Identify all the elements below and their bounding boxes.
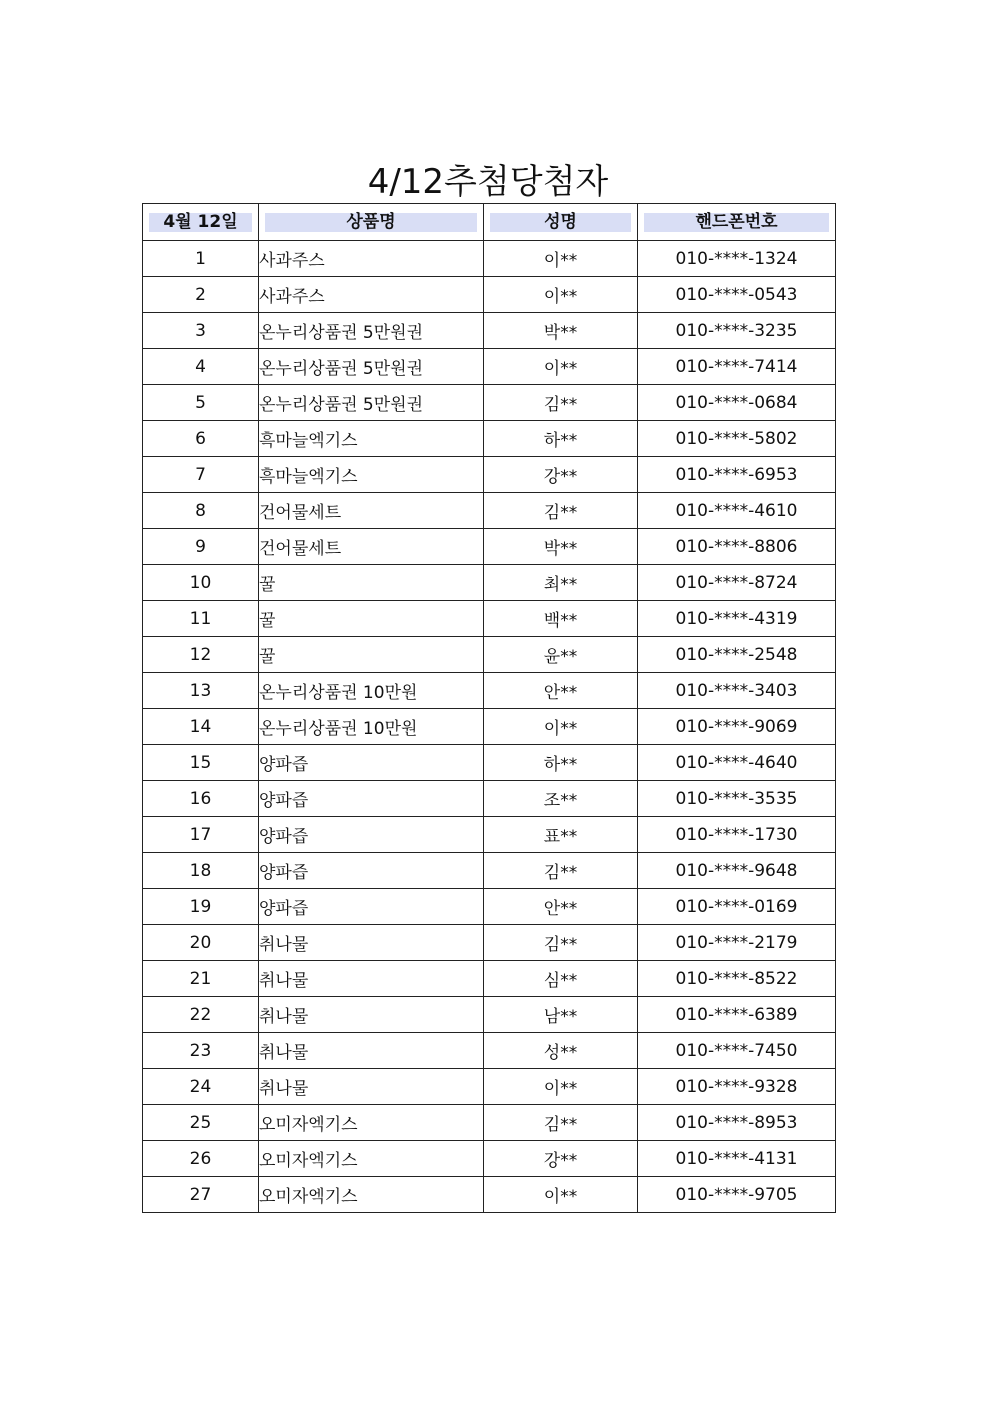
row-number: 12 — [143, 637, 259, 673]
row-winner-name: 안** — [484, 673, 638, 709]
row-prize: 오미자엑기스 — [259, 1105, 484, 1141]
row-prize: 흑마늘엑기스 — [259, 421, 484, 457]
row-number: 21 — [143, 961, 259, 997]
row-prize: 꿀 — [259, 565, 484, 601]
row-number: 19 — [143, 889, 259, 925]
row-prize: 온누리상품권 10만원 — [259, 709, 484, 745]
row-number: 20 — [143, 925, 259, 961]
row-phone-number: 010-****-4610 — [638, 493, 836, 529]
row-prize: 양파즙 — [259, 889, 484, 925]
row-prize: 오미자엑기스 — [259, 1141, 484, 1177]
row-phone-number: 010-****-8953 — [638, 1105, 836, 1141]
row-phone-number: 010-****-3535 — [638, 781, 836, 817]
row-number: 18 — [143, 853, 259, 889]
row-phone-number: 010-****-5802 — [638, 421, 836, 457]
row-number: 13 — [143, 673, 259, 709]
row-phone-number: 010-****-8724 — [638, 565, 836, 601]
row-winner-name: 이** — [484, 277, 638, 313]
row-winner-name: 강** — [484, 457, 638, 493]
row-prize: 온누리상품권 5만원권 — [259, 349, 484, 385]
table-row — [143, 277, 836, 313]
row-number: 16 — [143, 781, 259, 817]
header-name — [484, 204, 638, 241]
row-phone-number: 010-****-3403 — [638, 673, 836, 709]
row-winner-name: 이** — [484, 241, 638, 277]
row-winner-name: 강** — [484, 1141, 638, 1177]
table-row — [143, 313, 836, 349]
row-prize: 취나물 — [259, 997, 484, 1033]
row-winner-name: 백** — [484, 601, 638, 637]
table-row — [143, 781, 836, 817]
row-number: 9 — [143, 529, 259, 565]
row-phone-number: 010-****-8806 — [638, 529, 836, 565]
row-winner-name: 성** — [484, 1033, 638, 1069]
row-phone-number: 010-****-9648 — [638, 853, 836, 889]
row-winner-name: 조** — [484, 781, 638, 817]
row-prize: 흑마늘엑기스 — [259, 457, 484, 493]
header-phone — [638, 204, 836, 241]
row-number: 26 — [143, 1141, 259, 1177]
table-row — [143, 817, 836, 853]
row-phone-number: 010-****-4640 — [638, 745, 836, 781]
table-row — [143, 457, 836, 493]
header-prize — [259, 204, 484, 241]
row-number: 23 — [143, 1033, 259, 1069]
table-row — [143, 673, 836, 709]
row-phone-number: 010-****-6389 — [638, 997, 836, 1033]
row-winner-name: 이** — [484, 1069, 638, 1105]
row-winner-name: 윤** — [484, 637, 638, 673]
row-number: 2 — [143, 277, 259, 313]
table-row — [143, 961, 836, 997]
row-phone-number: 010-****-0543 — [638, 277, 836, 313]
row-prize: 양파즙 — [259, 745, 484, 781]
table-row — [143, 493, 836, 529]
row-winner-name: 최** — [484, 565, 638, 601]
row-winner-name: 이** — [484, 709, 638, 745]
row-phone-number: 010-****-0684 — [638, 385, 836, 421]
row-winner-name: 김** — [484, 925, 638, 961]
row-phone-number: 010-****-2179 — [638, 925, 836, 961]
table-row — [143, 1105, 836, 1141]
table-body — [143, 241, 836, 1213]
row-prize: 사과주스 — [259, 277, 484, 313]
header-phone-label: 핸드폰번호 — [644, 213, 829, 232]
row-winner-name: 하** — [484, 745, 638, 781]
row-winner-name: 하** — [484, 421, 638, 457]
row-number: 10 — [143, 565, 259, 601]
table-row — [143, 601, 836, 637]
row-phone-number: 010-****-4319 — [638, 601, 836, 637]
row-winner-name: 박** — [484, 313, 638, 349]
row-number: 17 — [143, 817, 259, 853]
row-prize: 꿀 — [259, 601, 484, 637]
row-winner-name: 남** — [484, 997, 638, 1033]
row-number: 1 — [143, 241, 259, 277]
row-number: 24 — [143, 1069, 259, 1105]
row-winner-name: 이** — [484, 1177, 638, 1213]
row-number: 11 — [143, 601, 259, 637]
page-title: 4/12추첨당첨자 — [367, 162, 609, 202]
table-header-row — [143, 204, 836, 241]
table-row — [143, 385, 836, 421]
row-prize: 양파즙 — [259, 853, 484, 889]
table-row — [143, 1069, 836, 1105]
row-prize: 사과주스 — [259, 241, 484, 277]
row-phone-number: 010-****-9069 — [638, 709, 836, 745]
table-row — [143, 421, 836, 457]
header-date — [143, 204, 259, 241]
row-prize: 양파즙 — [259, 781, 484, 817]
row-phone-number: 010-****-3235 — [638, 313, 836, 349]
row-number: 22 — [143, 997, 259, 1033]
row-winner-name: 이** — [484, 349, 638, 385]
row-number: 4 — [143, 349, 259, 385]
table-row — [143, 241, 836, 277]
row-winner-name: 김** — [484, 853, 638, 889]
row-prize: 건어물세트 — [259, 493, 484, 529]
table-row — [143, 925, 836, 961]
row-phone-number: 010-****-1730 — [638, 817, 836, 853]
row-number: 8 — [143, 493, 259, 529]
table-row — [143, 889, 836, 925]
row-winner-name: 안** — [484, 889, 638, 925]
row-number: 7 — [143, 457, 259, 493]
table-row — [143, 997, 836, 1033]
table-row — [143, 529, 836, 565]
row-winner-name: 김** — [484, 1105, 638, 1141]
row-phone-number: 010-****-0169 — [638, 889, 836, 925]
row-winner-name: 김** — [484, 385, 638, 421]
row-prize: 취나물 — [259, 1033, 484, 1069]
row-prize: 취나물 — [259, 925, 484, 961]
table-row — [143, 1141, 836, 1177]
row-winner-name: 표** — [484, 817, 638, 853]
row-winner-name: 김** — [484, 493, 638, 529]
row-prize: 건어물세트 — [259, 529, 484, 565]
table-row — [143, 709, 836, 745]
row-phone-number: 010-****-9328 — [638, 1069, 836, 1105]
row-phone-number: 010-****-2548 — [638, 637, 836, 673]
row-phone-number: 010-****-4131 — [638, 1141, 836, 1177]
winners-table — [142, 203, 836, 1213]
row-number: 15 — [143, 745, 259, 781]
row-number: 6 — [143, 421, 259, 457]
header-name-label: 성명 — [490, 213, 631, 232]
table-row — [143, 745, 836, 781]
row-number: 5 — [143, 385, 259, 421]
row-prize: 취나물 — [259, 1069, 484, 1105]
row-number: 14 — [143, 709, 259, 745]
row-prize: 온누리상품권 5만원권 — [259, 385, 484, 421]
row-phone-number: 010-****-7414 — [638, 349, 836, 385]
row-phone-number: 010-****-1324 — [638, 241, 836, 277]
row-prize: 오미자엑기스 — [259, 1177, 484, 1213]
table-row — [143, 349, 836, 385]
row-number: 3 — [143, 313, 259, 349]
table-row — [143, 853, 836, 889]
table-row — [143, 1033, 836, 1069]
row-prize: 양파즙 — [259, 817, 484, 853]
row-phone-number: 010-****-8522 — [638, 961, 836, 997]
row-prize: 취나물 — [259, 961, 484, 997]
row-number: 25 — [143, 1105, 259, 1141]
row-winner-name: 심** — [484, 961, 638, 997]
row-phone-number: 010-****-7450 — [638, 1033, 836, 1069]
row-prize: 온누리상품권 10만원 — [259, 673, 484, 709]
row-phone-number: 010-****-9705 — [638, 1177, 836, 1213]
row-winner-name: 박** — [484, 529, 638, 565]
header-prize-label: 상품명 — [265, 213, 477, 232]
row-phone-number: 010-****-6953 — [638, 457, 836, 493]
table-row — [143, 565, 836, 601]
header-date-label: 4월 12일 — [149, 213, 252, 232]
table-row — [143, 1177, 836, 1213]
row-prize: 온누리상품권 5만원권 — [259, 313, 484, 349]
row-number: 27 — [143, 1177, 259, 1213]
table-row — [143, 637, 836, 673]
row-prize: 꿀 — [259, 637, 484, 673]
